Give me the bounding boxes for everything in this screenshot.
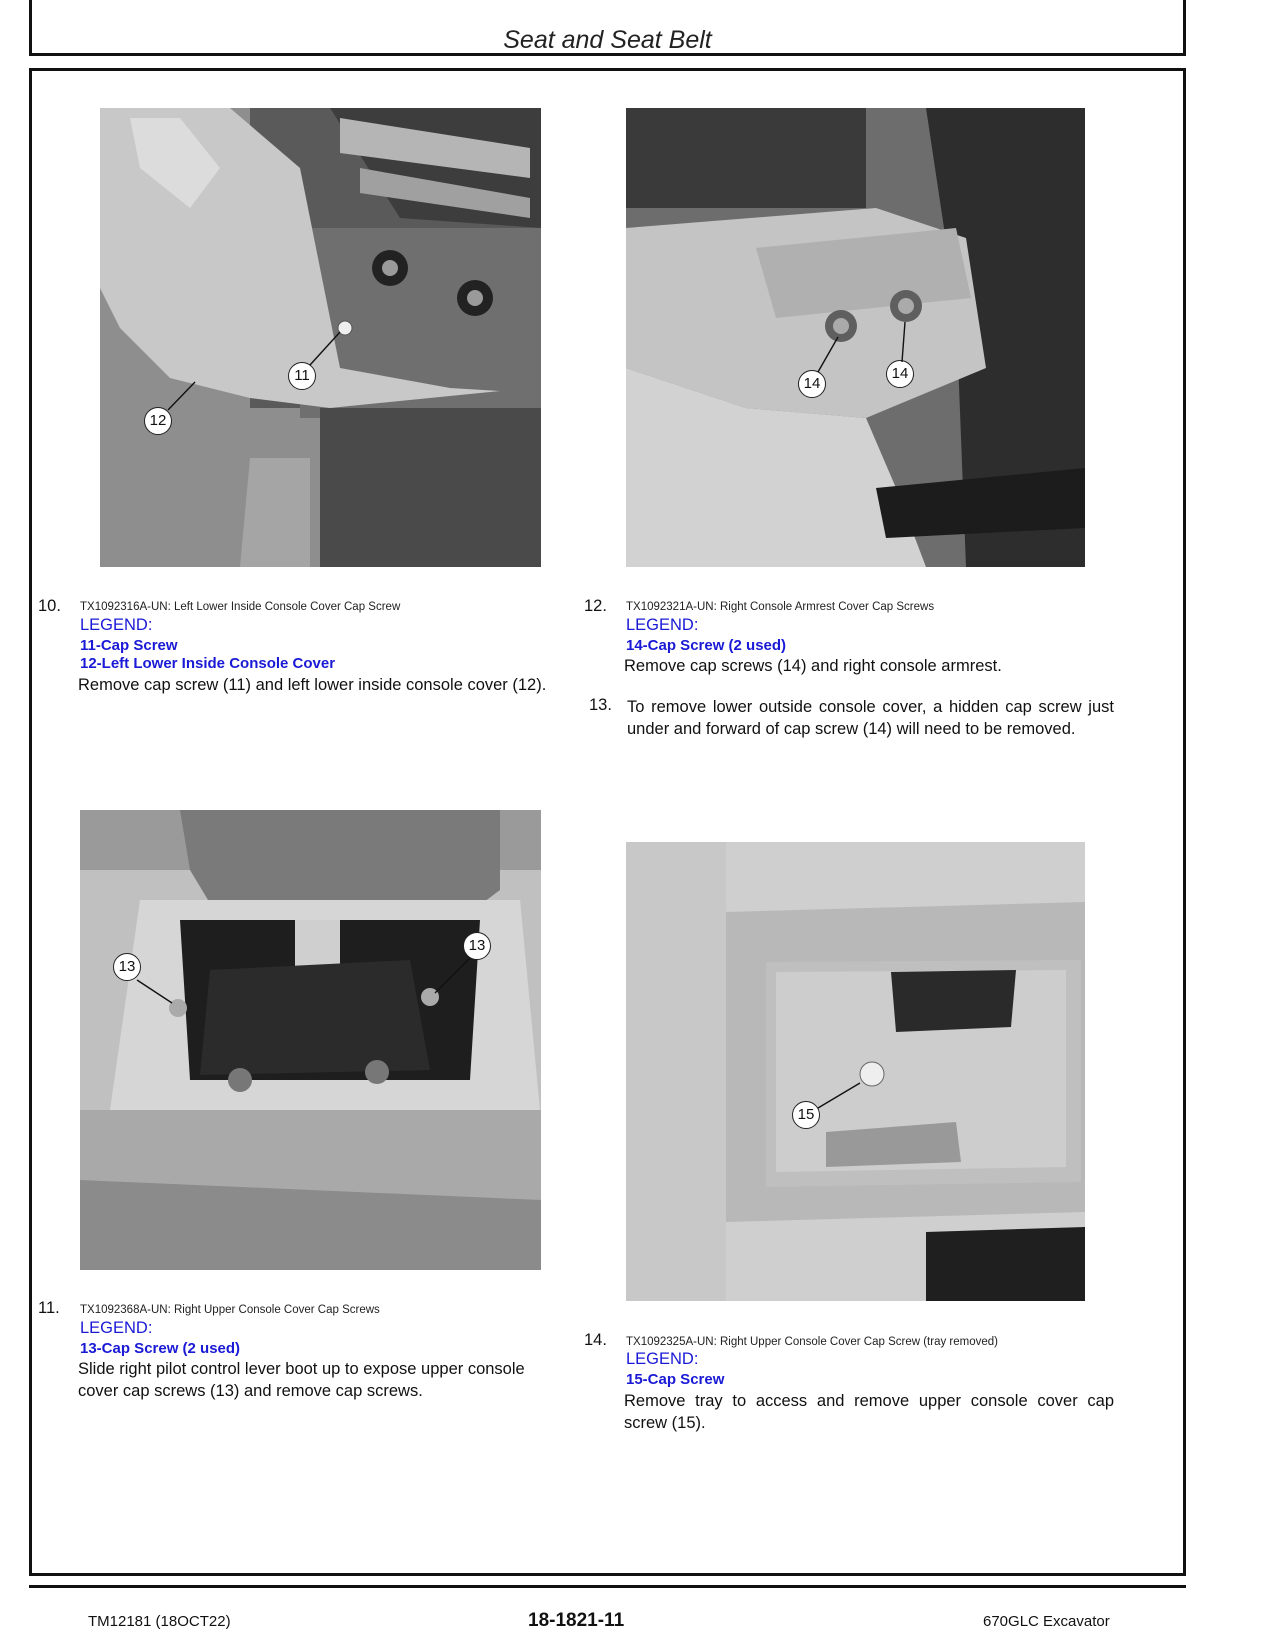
step-instruction: Slide right pilot control lever boot up to expose upper console cover cap screws (13) and remove cap screws. xyxy=(78,1360,525,1400)
legend-title: LEGEND: xyxy=(80,616,153,634)
callout-12: 12 xyxy=(144,407,172,435)
callout-14-right: 14 xyxy=(886,360,914,388)
legend-item: 14-Cap Screw (2 used) xyxy=(626,637,787,654)
machine-model: 670GLC Excavator xyxy=(983,1613,1110,1630)
callout-14-left: 14 xyxy=(798,370,826,398)
legend-item: 15-Cap Screw xyxy=(626,1371,725,1388)
figure-caption: TX1092325A-UN: Right Upper Console Cover Cap Screw (tray removed) xyxy=(626,1336,998,1348)
step-instruction: To remove lower outside console cover, a hidden cap screw just under and forward of cap screw (14) will need to be removed. xyxy=(627,698,1114,738)
legend-title: LEGEND: xyxy=(626,1350,699,1368)
callout-15: 15 xyxy=(792,1101,820,1129)
footer-rule xyxy=(29,1585,1186,1588)
manual-id: TM12181 (18OCT22) xyxy=(88,1613,231,1630)
step-number: 11. xyxy=(38,1299,60,1317)
figure-caption: TX1092321A-UN: Right Console Armrest Cover Cap Screws xyxy=(626,601,935,613)
page-number: 18-1821-11 xyxy=(528,1610,625,1631)
legend-title: LEGEND: xyxy=(626,616,699,634)
figure-caption: TX1092316A-UN: Left Lower Inside Console Cover Cap Screw xyxy=(80,601,401,613)
page-title: Seat and Seat Belt xyxy=(503,26,712,54)
figure-caption: TX1092368A-UN: Right Upper Console Cover Cap Screws xyxy=(80,1304,380,1316)
step-number: 13. xyxy=(589,696,612,714)
legend-item: 12-Left Lower Inside Console Cover xyxy=(80,655,336,672)
callout-13-left: 13 xyxy=(113,953,141,981)
legend-title: LEGEND: xyxy=(80,1319,153,1337)
step-instruction: Remove tray to access and remove upper console cover cap screw (15). xyxy=(624,1392,1114,1432)
legend-item: 11-Cap Screw xyxy=(80,637,178,654)
step-number: 14. xyxy=(584,1331,607,1349)
step-instruction: Remove cap screw (11) and left lower inside console cover (12). xyxy=(78,676,547,694)
callout-11: 11 xyxy=(288,362,316,390)
step-instruction: Remove cap screws (14) and right console armrest. xyxy=(624,657,1002,675)
step-number: 12. xyxy=(584,597,607,615)
step-number: 10. xyxy=(38,597,61,615)
callout-13-right: 13 xyxy=(463,932,491,960)
legend-item: 13-Cap Screw (2 used) xyxy=(80,1340,241,1357)
